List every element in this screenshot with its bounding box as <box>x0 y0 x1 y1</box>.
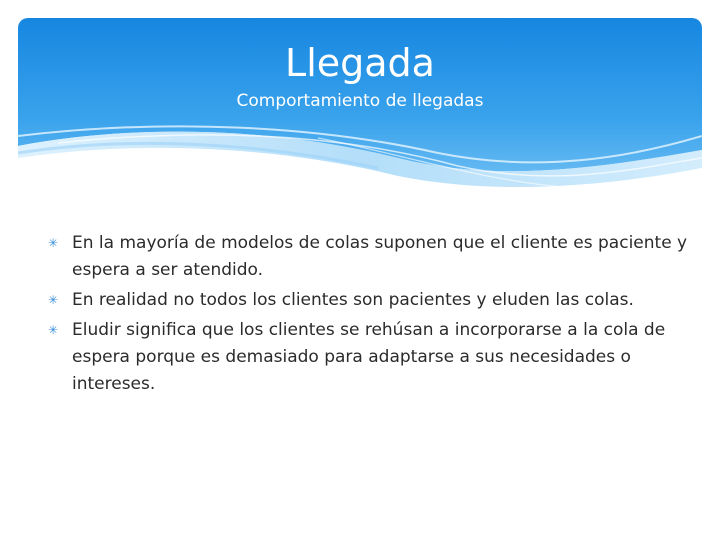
asterisk-bullet-icon: ✳ <box>48 236 59 250</box>
asterisk-bullet-icon: ✳ <box>48 293 59 307</box>
slide-subtitle: Comportamiento de llegadas <box>236 91 484 111</box>
asterisk-bullet-icon: ✳ <box>48 323 59 337</box>
bullet-text: En la mayoría de modelos de colas suponen que el cliente es paciente y espera a ser atendido. <box>72 233 688 280</box>
slide-title: Llegada <box>285 41 435 85</box>
bullet-list <box>48 230 693 401</box>
bullet-item <box>48 317 693 398</box>
header-banner <box>18 18 702 203</box>
bullet-text: Eludir significa que los clientes se rehúsan a incorporarse a la cola de espera porque es demasiado para adaptarse a sus necesidades o intereses. <box>72 320 666 394</box>
bullet-text: En realidad no todos los clientes son pacientes y eluden las colas. <box>72 290 634 310</box>
bullet-item <box>48 287 693 314</box>
bullet-item <box>48 230 693 284</box>
